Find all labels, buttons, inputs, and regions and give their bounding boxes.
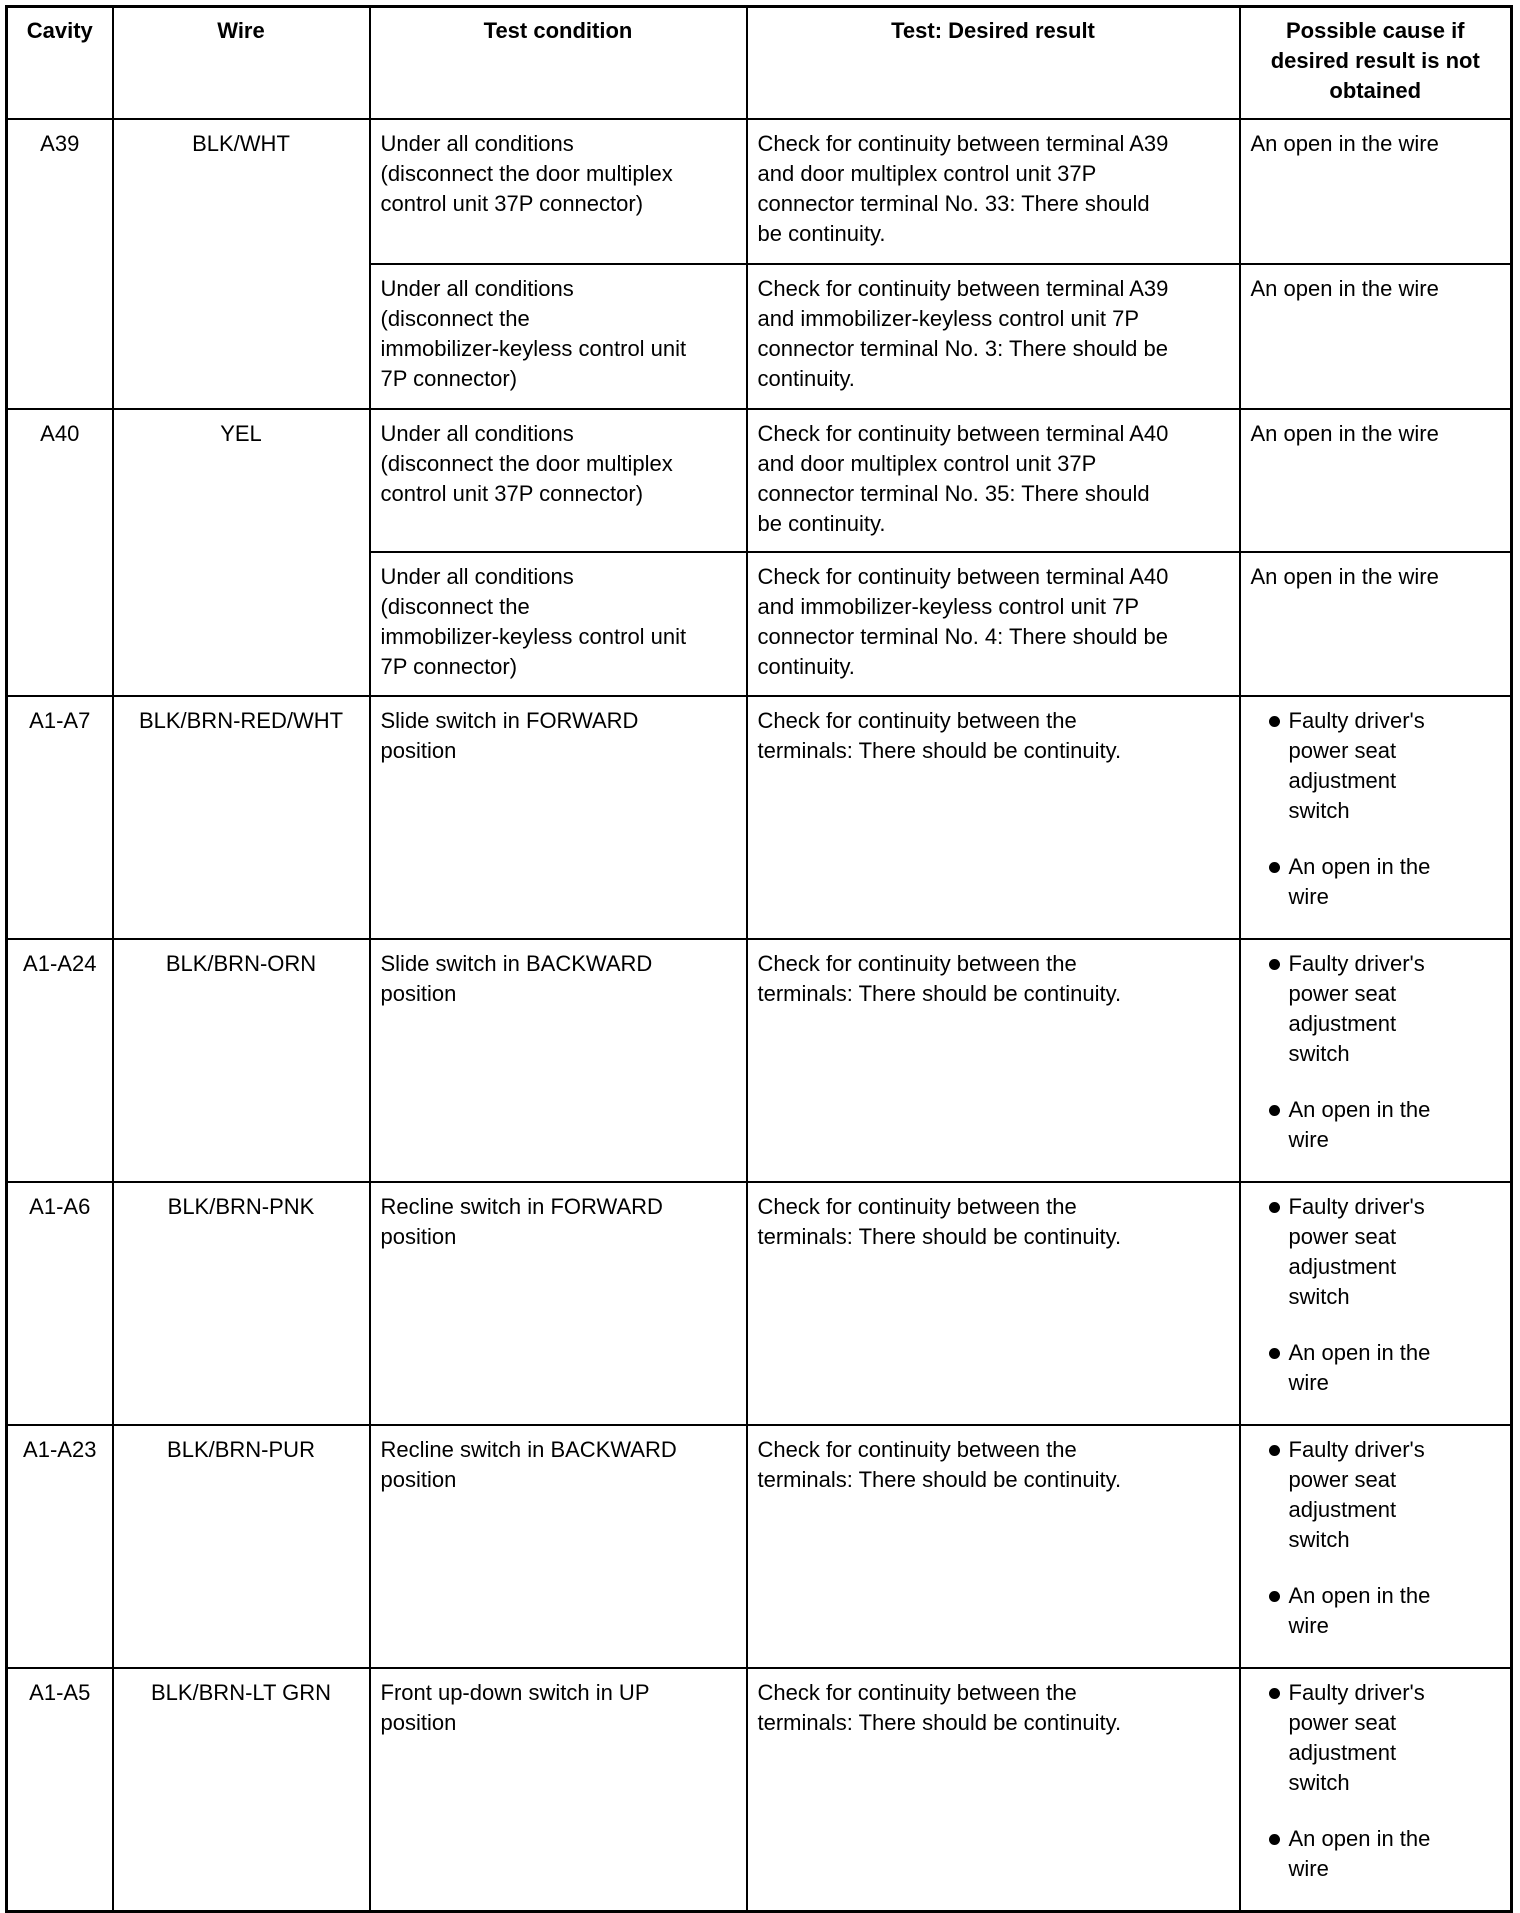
cause-item [1251,1095,1501,1155]
desired-result-cell: Check for continuity between the terminals: There should be continuity. [747,1668,1240,1912]
bullet-icon [1269,862,1280,873]
header-wire: Wire [113,7,370,119]
header-test-condition: Test condition [370,7,747,119]
possible-cause-cell [1240,1668,1512,1912]
wire-cell: BLK/BRN-ORN [113,939,370,1182]
header-desired-result: Test: Desired result [747,7,1240,119]
bullet-icon [1269,1591,1280,1602]
bullet-icon [1269,1688,1280,1699]
wire-cell: BLK/BRN-PNK [113,1182,370,1425]
test-condition-cell: Under all conditions (disconnect the immobilizer-keyless control unit 7P connector) [370,264,747,409]
cause-item [1251,1435,1501,1555]
possible-cause-cell: An open in the wire [1240,552,1512,696]
bullet-icon [1269,1348,1280,1359]
table-row [7,409,1512,552]
test-condition-cell: Front up-down switch in UP position [370,1668,747,1912]
wire-cell: BLK/WHT [113,119,370,409]
table-row [7,1182,1512,1425]
test-condition-cell: Slide switch in FORWARD position [370,696,747,939]
test-condition-cell: Under all conditions (disconnect the door multiplex control unit 37P connector) [370,409,747,552]
cause-text: An open in the wire [1288,1582,1431,1638]
test-condition-cell: Recline switch in BACKWARD position [370,1425,747,1668]
header-row [7,7,1512,119]
cause-item [1251,1581,1501,1641]
table-row [7,1668,1512,1912]
header-cavity: Cavity [7,7,113,119]
cavity-cell: A1-A6 [7,1182,113,1425]
cavity-cell: A1-A23 [7,1425,113,1668]
cause-text: An open in the wire [1288,1339,1431,1395]
possible-cause-cell: An open in the wire [1240,409,1512,552]
wire-cell: BLK/BRN-RED/WHT [113,696,370,939]
possible-cause-cell: An open in the wire [1240,264,1512,409]
cavity-cell: A1-A5 [7,1668,113,1912]
cause-text: Faulty driver's power seat adjustment switch [1288,707,1425,823]
cavity-cell: A39 [7,119,113,409]
cause-item [1251,1678,1501,1798]
bullet-icon [1269,716,1280,727]
wire-cell: BLK/BRN-PUR [113,1425,370,1668]
cavity-cell: A1-A7 [7,696,113,939]
bullet-icon [1269,1202,1280,1213]
bullet-icon [1269,959,1280,970]
wire-cell: YEL [113,409,370,696]
cause-item [1251,949,1501,1069]
cause-item [1251,706,1501,826]
cause-item [1251,1192,1501,1312]
bullet-icon [1269,1834,1280,1845]
desired-result-cell: Check for continuity between terminal A40 and door multiplex control unit 37P connector terminal No. 35: There should be continuity. [747,409,1240,552]
cause-text: Faulty driver's power seat adjustment switch [1288,1679,1425,1795]
test-condition-cell: Recline switch in FORWARD position [370,1182,747,1425]
cause-item [1251,1824,1501,1884]
cause-text: Faulty driver's power seat adjustment switch [1288,1193,1425,1309]
cause-text: An open in the wire [1288,853,1431,909]
cause-text: Faulty driver's power seat adjustment switch [1288,1436,1425,1552]
desired-result-cell: Check for continuity between the terminals: There should be continuity. [747,1182,1240,1425]
desired-result-cell: Check for continuity between terminal A40 and immobilizer-keyless control unit 7P connector terminal No. 4: There should be continuity. [747,552,1240,696]
possible-cause-cell: An open in the wire [1240,119,1512,264]
possible-cause-cell [1240,1425,1512,1668]
desired-result-cell: Check for continuity between the terminals: There should be continuity. [747,1425,1240,1668]
possible-cause-cell [1240,939,1512,1182]
desired-result-cell: Check for continuity between terminal A39 and immobilizer-keyless control unit 7P connector terminal No. 3: There should be continuity. [747,264,1240,409]
table-row [7,696,1512,939]
desired-result-cell: Check for continuity between the terminals: There should be continuity. [747,696,1240,939]
cavity-cell: A1-A24 [7,939,113,1182]
cavity-cell: A40 [7,409,113,696]
bullet-icon [1269,1445,1280,1456]
header-possible-cause: Possible cause if desired result is not obtained [1240,7,1512,119]
table-row [7,939,1512,1182]
cause-item [1251,1338,1501,1398]
desired-result-cell: Check for continuity between the terminals: There should be continuity. [747,939,1240,1182]
table-row [7,119,1512,264]
cause-text: An open in the wire [1288,1825,1431,1881]
possible-cause-cell [1240,1182,1512,1425]
cause-item [1251,852,1501,912]
cause-text: Faulty driver's power seat adjustment switch [1288,950,1425,1066]
cause-text: An open in the wire [1288,1096,1431,1152]
desired-result-cell: Check for continuity between terminal A39 and door multiplex control unit 37P connector terminal No. 33: There should be continuity. [747,119,1240,264]
test-condition-cell: Under all conditions (disconnect the immobilizer-keyless control unit 7P connector) [370,552,747,696]
wire-test-table [5,5,1513,1913]
test-condition-cell: Under all conditions (disconnect the door multiplex control unit 37P connector) [370,119,747,264]
possible-cause-cell [1240,696,1512,939]
table-row [7,1425,1512,1668]
wire-cell: BLK/BRN-LT GRN [113,1668,370,1912]
bullet-icon [1269,1105,1280,1116]
test-condition-cell: Slide switch in BACKWARD position [370,939,747,1182]
